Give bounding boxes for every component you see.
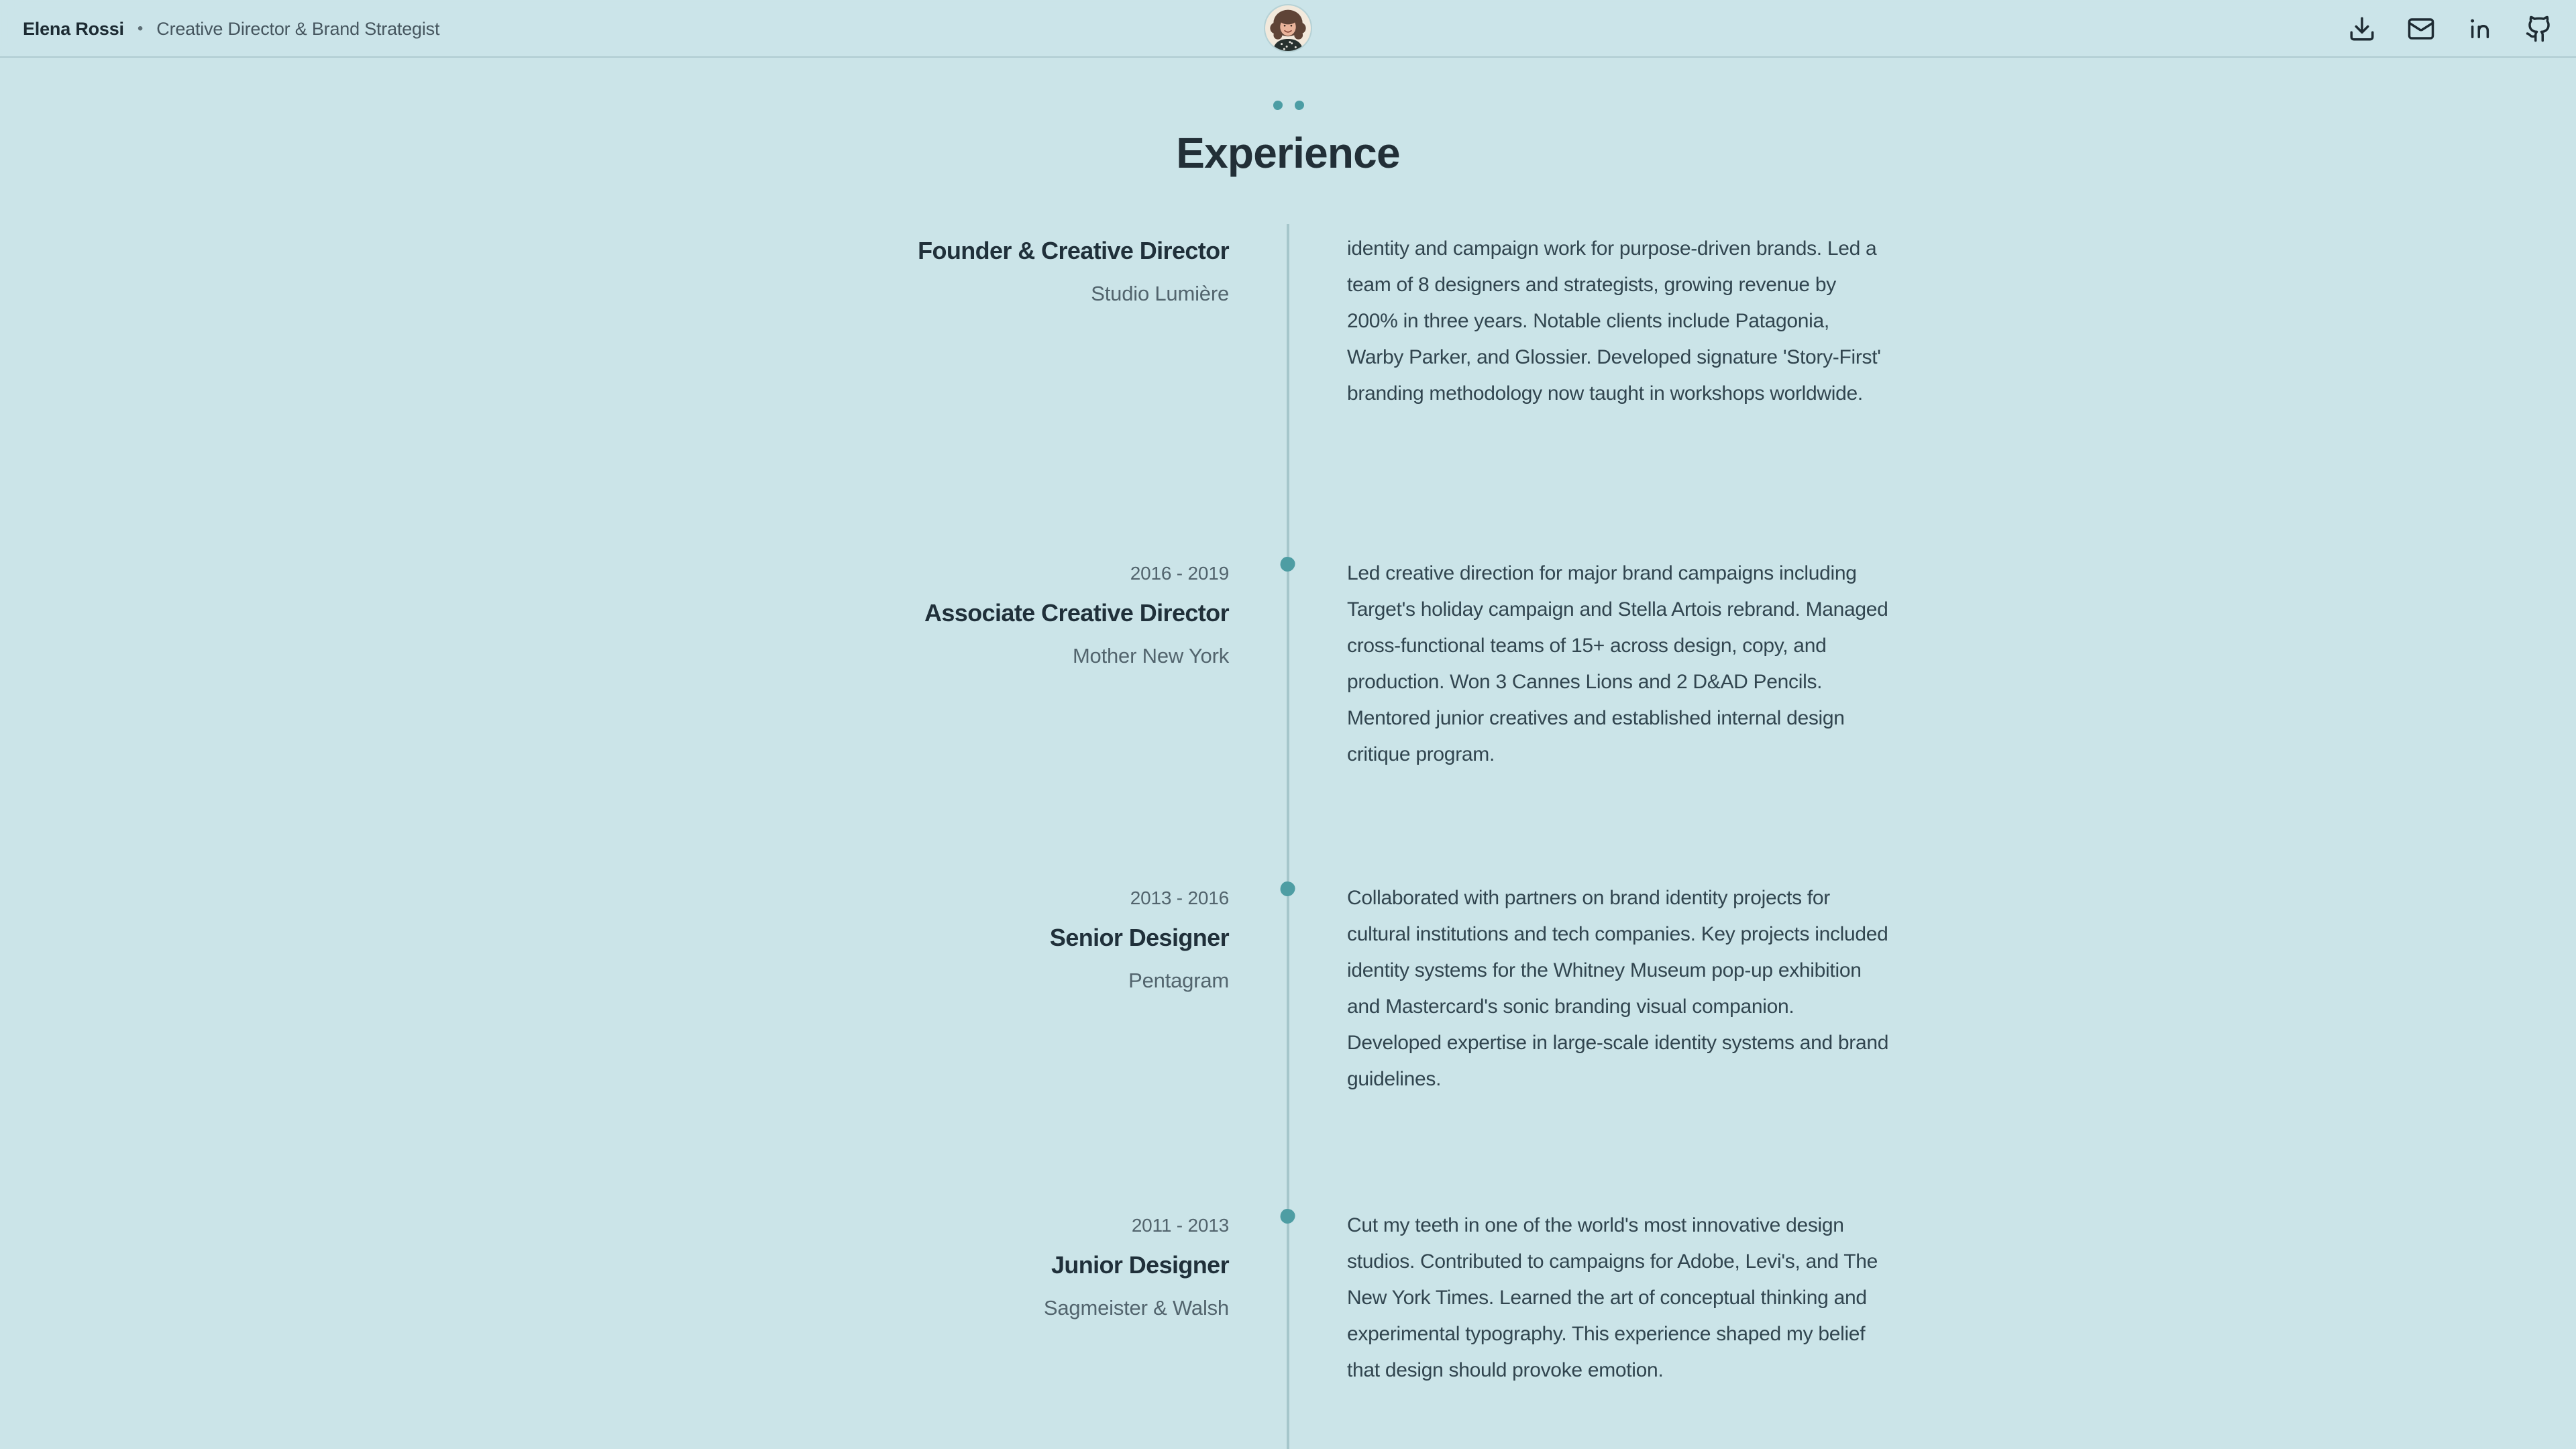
entry-description: Led creative direction for major brand campaigns including Target's holiday campaign and Stella Artois rebrand. Managed cross-functional teams of 15+ across design, copy, and production. Won 3 Cannes Lions and 2 D&AD Pencils. Mentored junior creatives and established internal design critique program.: [1347, 562, 1888, 766]
entry-title: Founder & Creative Director: [918, 237, 1229, 264]
entry-dates: 2011 - 2013: [1131, 1214, 1229, 1236]
avatar-illustration: [1265, 5, 1311, 51]
timeline-node-icon: [1281, 1209, 1295, 1224]
entry-company: Sagmeister & Walsh: [1043, 1297, 1229, 1320]
entry-dates: 2013 - 2016: [1130, 887, 1229, 908]
entry-meta: [687, 231, 1229, 412]
entry-description: Cut my teeth in one of the world's most innovative design studios. Contributed to campaigns for Adobe, Levi's, and The New York Times. Learned the art of conceptual thinking and experimental typography. This experience shaped my belief that design should provoke emotion.: [1347, 1214, 1878, 1382]
entry-title: Senior Designer: [1049, 924, 1229, 951]
avatar: [1265, 5, 1311, 51]
brand: [23, 18, 439, 38]
entry-meta: [687, 555, 1229, 773]
indicator-dot: [1294, 101, 1303, 110]
email-icon[interactable]: [2407, 14, 2435, 42]
download-icon[interactable]: [2348, 14, 2376, 42]
timeline-node-icon: [1281, 557, 1295, 572]
indicator-dot: [1273, 101, 1282, 110]
linkedin-icon[interactable]: [2466, 14, 2494, 42]
experience-entry-1: [687, 231, 1889, 412]
entry-company: Pentagram: [1128, 970, 1229, 993]
experience-entry-4: [687, 1208, 1889, 1389]
entry-title: Associate Creative Director: [924, 600, 1229, 627]
entry-dates: 2016 - 2019: [1130, 562, 1229, 584]
entry-title: Junior Designer: [1051, 1252, 1229, 1279]
entry-meta: [687, 1208, 1229, 1389]
header-bar: [0, 0, 2576, 58]
timeline-node-icon: [1281, 881, 1295, 896]
entry-company: Mother New York: [1072, 645, 1229, 668]
entry-meta: [687, 880, 1229, 1097]
header-actions: [2348, 14, 2553, 42]
experience-entry-3: [687, 880, 1889, 1097]
entry-company: Studio Lumière: [1091, 283, 1229, 306]
person-name: Elena Rossi: [23, 18, 124, 38]
section-indicator-dots: [0, 101, 2576, 110]
person-role: Creative Director & Brand Strategist: [156, 18, 440, 38]
separator-dot: •: [137, 19, 144, 38]
section-title: Experience: [1176, 129, 1400, 177]
github-icon[interactable]: [2525, 14, 2553, 42]
entry-description: Collaborated with partners on brand identity projects for cultural institutions and tech companies. Key projects included identity systems for the Whitney Museum pop-up exhibition and Mastercard's sonic branding visual companion. Developed expertise in large-scale identity systems and brand guidelines.: [1347, 887, 1889, 1091]
experience-entry-2: [687, 555, 1889, 773]
entry-description: identity and campaign work for purpose-driven brands. Led a team of 8 designers and strategists, growing revenue by 200% in three years. Notable clients include Patagonia, Warby Parker, and Glossier. Developed signature 'Story-First' branding methodology now taught in workshops worldwide.: [1347, 237, 1881, 405]
